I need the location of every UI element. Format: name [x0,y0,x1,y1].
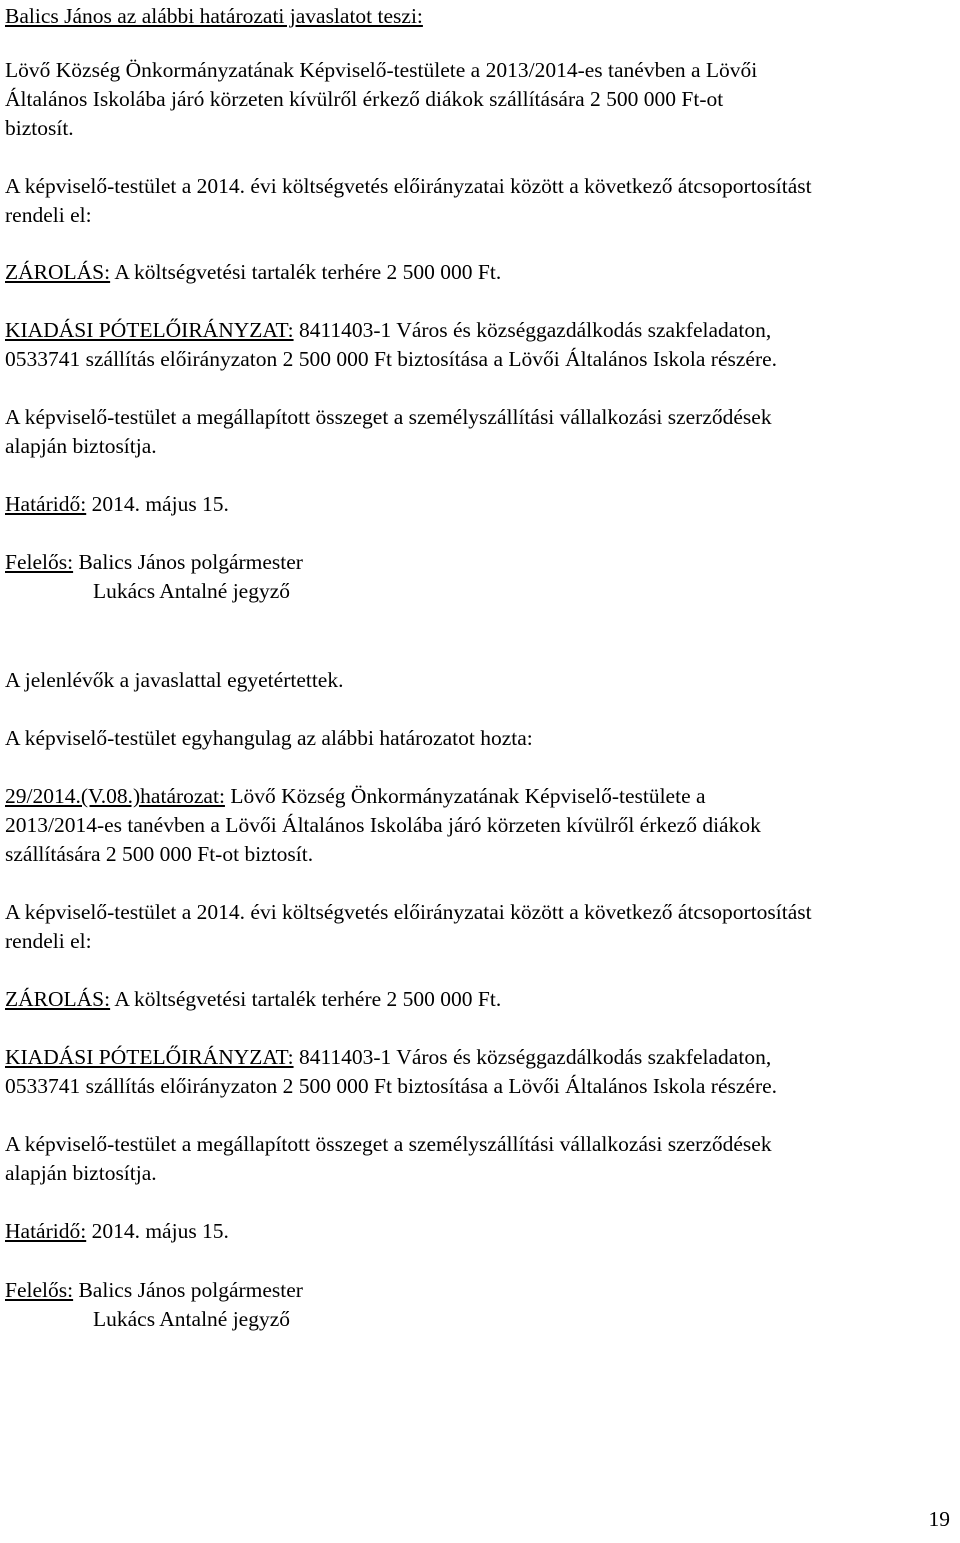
agreement-text: A jelenlévők a javaslattal egyetértettek. [5,668,344,692]
proposal-deadline-label: Határidő: [5,492,87,516]
resolution-lock-line [5,985,501,1014]
proposal-extra-line-2: 0533741 szállítás előirányzaton 2 500 000 Ft biztosítása a Lövői Általános Iskola részére. [5,347,778,371]
proposal-lock-text: A költségvetési tartalék terhére 2 500 000 Ft. [110,260,502,284]
resolution-basis-line-2: alapján biztosítja. [5,1161,157,1185]
resolution-first-line-text: Lövő Község Önkormányzatának Képviselő-testülete a [224,784,706,808]
proposal-lock-line [5,258,501,287]
proposal-responsible-line-2: Lukács Antalné jegyző [93,579,291,603]
proposal-lock-label: ZÁROLÁS: [5,260,111,284]
proposal-responsible-label: Felelős: [5,550,74,574]
proposal-regroup-line-1: A képviselő-testület a 2014. évi költségvetés előirányzatai között a következő átcsoportosítást [5,174,812,198]
proposal-resolution-line-2: Általános Iskolába járó körzeten kívülről érkező diákok szállítására 2 500 000 Ft-ot [5,87,724,111]
resolution-regroup-line-1: A képviselő-testület a 2014. évi költségvetés előirányzatai között a következő átcsoportosítást [5,900,812,924]
resolution-extra-text: 8411403-1 Város és községgazdálkodás szakfeladaton, [293,1045,772,1069]
proposal-resolution-line-3: biztosít. [5,116,74,140]
resolution-basis-line-1: A képviselő-testület a megállapított összeget a személyszállítási vállalkozási szerződések [5,1132,772,1156]
resolution-regroup-line-2: rendeli el: [5,929,92,953]
resolution-extra-line-1 [5,1043,771,1072]
resolution-responsible-mayor: Balics János polgármester [73,1278,303,1302]
resolution-lock-label: ZÁROLÁS: [5,987,111,1011]
page-number: 19 [928,1507,950,1531]
proposal-responsible-mayor: Balics János polgármester [73,550,303,574]
resolution-deadline-line [5,1217,229,1246]
proposal-basis-line-2: alapján biztosítja. [5,434,157,458]
resolution-responsible-line-2: Lukács Antalné jegyző [93,1307,291,1331]
resolution-lock-text: A költségvetési tartalék terhére 2 500 000 Ft. [110,987,502,1011]
resolution-number-label: 29/2014.(V.08.)határozat: [5,784,225,808]
proposal-deadline-value: 2014. május 15. [86,492,229,516]
resolution-extra-line-2: 0533741 szállítás előirányzaton 2 500 000 Ft biztosítása a Lövői Általános Iskola részére. [5,1074,778,1098]
resolution-deadline-value: 2014. május 15. [86,1219,229,1243]
resolution-line-2: 2013/2014-es tanévben a Lövői Általános Iskolába járó körzeten kívülről érkező diákok [5,813,761,837]
resolution-responsible-line-1 [5,1276,303,1305]
proposal-extra-text: 8411403-1 Város és községgazdálkodás szakfeladaton, [293,318,772,342]
proposal-responsible-line-1 [5,548,303,577]
unanimous-text: A képviselő-testület egyhangulag az alábbi határozatot hozta: [5,726,533,750]
resolution-responsible-label: Felelős: [5,1278,74,1302]
resolution-line-3: szállítására 2 500 000 Ft-ot biztosít. [5,842,314,866]
proposal-regroup-line-2: rendeli el: [5,203,92,227]
resolution-deadline-label: Határidő: [5,1219,87,1243]
proposal-extra-label: KIADÁSI PÓTELŐIRÁNYZAT: [5,318,294,342]
proposal-basis-line-1: A képviselő-testület a megállapított összeget a személyszállítási vállalkozási szerződések [5,405,772,429]
proposal-extra-line-1 [5,316,771,345]
resolution-extra-label: KIADÁSI PÓTELŐIRÁNYZAT: [5,1045,294,1069]
resolution-line-1 [5,782,706,811]
intro-heading: Balics János az alábbi határozati javaslatot teszi: [5,4,423,28]
proposal-resolution-line-1: Lövő Község Önkormányzatának Képviselő-testülete a 2013/2014-es tanévben a Lövői [5,58,758,82]
proposal-deadline-line [5,490,229,519]
